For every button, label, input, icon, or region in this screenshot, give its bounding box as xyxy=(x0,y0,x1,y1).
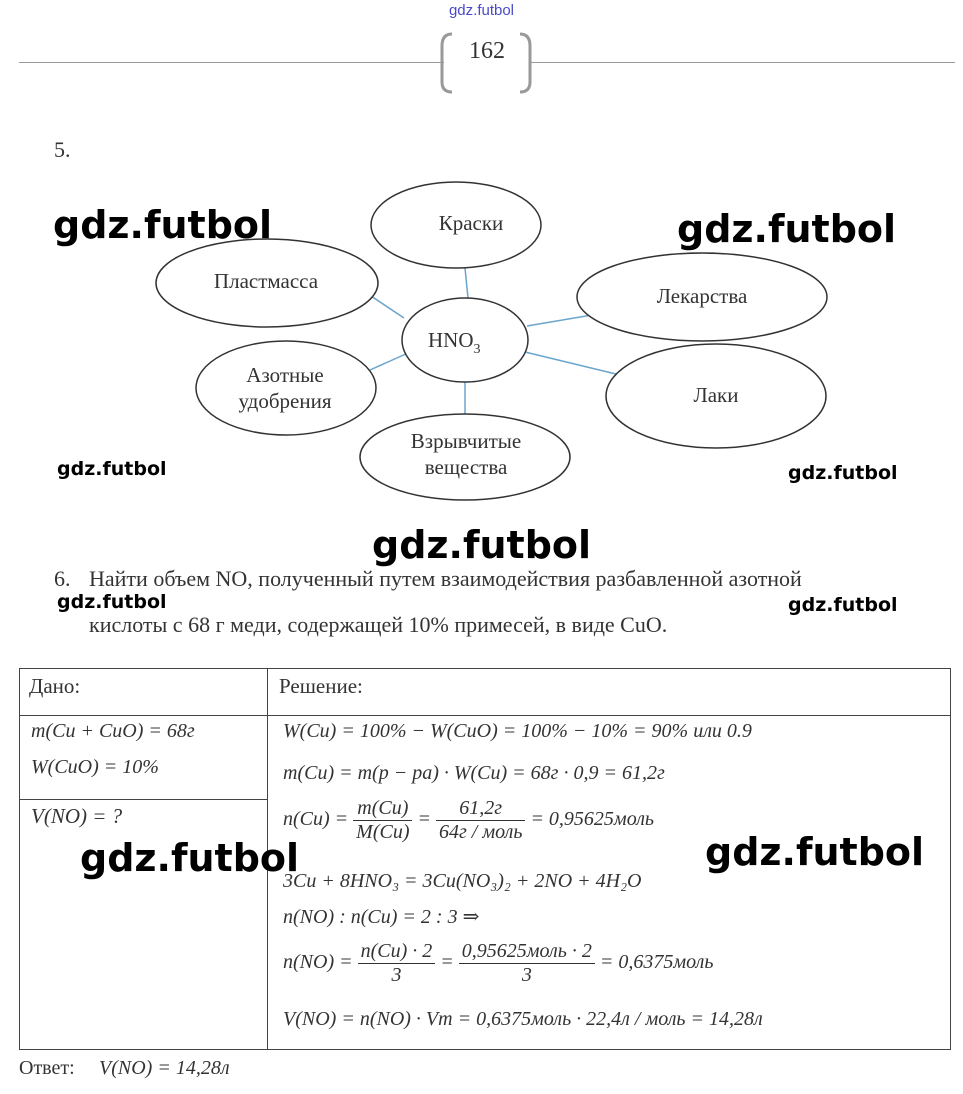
solution-step-mass: m(Cu) = m(p − pa) · W(Cu) = 68г · 0,9 = 61,2г xyxy=(283,762,665,784)
frac-den: 3 xyxy=(391,964,402,986)
watermark: gdz.futbol xyxy=(788,594,898,616)
watermark: gdz.futbol xyxy=(705,830,925,874)
node-lekarstva-label: Лекарства xyxy=(656,284,748,308)
n-no-result: = 0,6375моль xyxy=(599,951,714,974)
solution-step-w: W(Cu) = 100% − W(CuO) = 100% − 10% = 90% или 0.9 xyxy=(283,720,752,742)
fraction-ratio-values xyxy=(459,940,595,987)
solution-mole-ratio: n(NO) : n(Cu) = 2 : 3 ⇒ xyxy=(283,906,480,928)
fraction-m-over-M xyxy=(353,797,412,844)
frac-num: 61,2г xyxy=(436,797,525,821)
task5-number: 5. xyxy=(54,137,71,162)
connector-azotnye xyxy=(370,353,408,370)
node-vzryv-label-2: вещества xyxy=(424,455,508,479)
node-azotnye-label-2: удобрения xyxy=(238,389,332,413)
fraction-values xyxy=(436,797,525,844)
watermark: gdz.futbol xyxy=(788,462,898,484)
node-azotnye xyxy=(196,341,376,435)
frac-num: 0,95625моль · 2 xyxy=(459,940,595,964)
watermark: gdz.futbol xyxy=(53,203,273,247)
frac-den: 64г / моль xyxy=(438,821,523,843)
page-number: 162 xyxy=(469,38,505,64)
node-hno3-label: $HNO_3$ xyxy=(428,328,481,357)
node-vzryv-label-1: Взрывчитые xyxy=(410,429,522,453)
solution-step-moles-cu: n(Cu) = $\frac{m(Cu)}{M(Cu)}$ = $\frac{61,2г}{\text{64г / моль}}$ = 0,95625моль xyxy=(283,797,655,843)
task6-line2: кислоты с 68 г меди, содержащей 10% примесей, в виде CuO. xyxy=(89,612,668,637)
answer-value: V(NO) = 14,28л xyxy=(99,1057,230,1079)
watermark: gdz.futbol xyxy=(57,591,167,613)
fraction-ratio xyxy=(358,940,436,987)
frac-den: 3 xyxy=(521,964,532,986)
watermark: gdz.futbol xyxy=(80,836,300,880)
find-volume: V(NO) = ? xyxy=(31,804,123,828)
node-laki-label: Лаки xyxy=(693,383,739,407)
node-kraski-label: Краски xyxy=(438,211,504,235)
task6-number: 6. xyxy=(54,566,71,591)
connector-kraski xyxy=(465,268,468,298)
n-no-lhs: n(NO) = xyxy=(283,951,353,974)
watermark: gdz.futbol xyxy=(677,207,897,251)
header-rule-left xyxy=(19,62,444,63)
solution-volume: V(NO) = n(NO) · Vm = 0,6375моль · 22,4л / моль = 14,28л xyxy=(283,1008,763,1030)
solution-reaction-equation: 3Cu + 8HNO₃ = 3Cu(NO₃)₂ + 2NO + 4H₂O xyxy=(283,870,642,892)
answer-label: Ответ: xyxy=(19,1057,75,1079)
connector-laki xyxy=(525,352,620,375)
node-azotnye-label-1: Азотные xyxy=(246,363,324,387)
solution-step-moles-no: n(NO) = $\frac{n(Cu) \cdot 2}{3}$ = $\frac{\text{0,95625моль · 2}}{3}$ = 0,6375моль xyxy=(283,940,714,986)
header-watermark: gdz.futbol xyxy=(448,2,515,19)
frac-num: m(Cu) xyxy=(353,797,412,821)
frac-den: M(Cu) xyxy=(356,821,410,843)
node-plastmassa-label: Пластмасса xyxy=(213,269,319,293)
frac-num: n(Cu) · 2 xyxy=(358,940,436,964)
header-rule-right xyxy=(530,62,955,63)
n-cu-result: = 0,95625моль xyxy=(530,808,655,831)
watermark: gdz.futbol xyxy=(372,523,592,567)
watermark: gdz.futbol xyxy=(57,458,167,480)
given-header: Дано: xyxy=(29,674,81,698)
given-mass: m(Cu + CuO) = 68г xyxy=(31,720,195,742)
solution-header: Решение: xyxy=(279,674,363,698)
n-cu-lhs: n(Cu) = xyxy=(283,808,349,831)
connector-lekarstva xyxy=(527,315,592,326)
task6-line1: Найти объем NO, полученный путем взаимодействия разбавленной азотной xyxy=(89,566,802,591)
given-impurity: W(CuO) = 10% xyxy=(31,756,159,778)
